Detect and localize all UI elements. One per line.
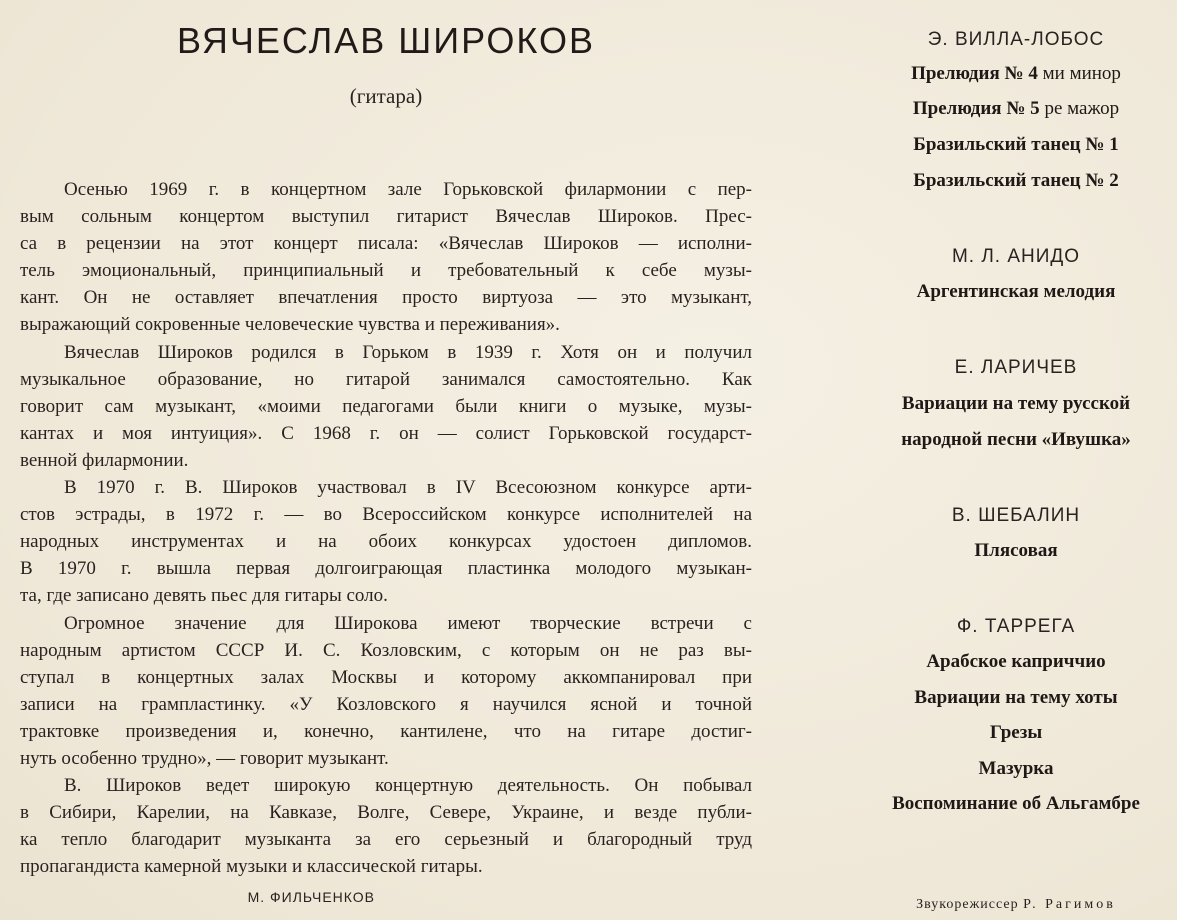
credit-role: Звукорежиссер [916, 897, 1019, 912]
composer-anido: М. Л. АНИДО [951, 246, 1081, 267]
text-line: в Сибири, Карелии, на Кавказе, Волге, Севере, Украине, и везде публи- [20, 802, 752, 824]
liner-notes-text [20, 176, 752, 880]
text-line: народным артистом СССР И. С. Козловским, с которым он не раз вы- [20, 639, 752, 661]
composer-tarrega: Ф. ТАРРЕГА [956, 616, 1076, 637]
text-line: ступал в концертных залах Москвы и которому аккомпанировал при [20, 666, 752, 688]
program-column [855, 0, 1177, 920]
work-prelude-4 [855, 63, 1177, 85]
work-recuerdos-alhambra: Воспоминание об Альгамбре [892, 793, 1140, 814]
text-line: тель эмоциональный, принципиальный и требовательный к себе музы- [20, 260, 752, 282]
work-arab-capriccio: Арабское каприччио [926, 651, 1106, 672]
text-line: кантах и моя интуиция». С 1968 г. он — солист Горьковской государст- [20, 422, 752, 444]
work-plyasovaya: Плясовая [974, 540, 1058, 561]
text-line: ка тепло благодарит музыканта за его серьезный и благородный труд [20, 829, 752, 851]
text-line: В 1970 г. В. Широков участвовал в IV Всесоюзном конкурсе арти- [64, 477, 752, 499]
text-line: говорит сам музыкант, «моими педагогами были книги о музыке, музы- [20, 395, 752, 417]
paragraph-2 [20, 339, 752, 474]
work-brazilian-dance-1: Бразильский танец № 1 [913, 134, 1119, 155]
work-variations-line-2: народной песни «Ивушка» [901, 429, 1131, 450]
text-line: В 1970 г. вышла первая долгоиграющая пластинка молодого музыкан- [20, 558, 752, 580]
composer-villa-lobos: Э. ВИЛЛА-ЛОБОС [927, 29, 1105, 50]
credit-name: Р. Рагимов [1023, 897, 1116, 912]
artist-name-heading: ВЯЧЕСЛАВ ШИРОКОВ [177, 20, 595, 61]
text-line: нуть особенно трудно», — говорит музыкант. [20, 747, 389, 769]
text-line: записи на грампластинку. «У Козловского я научился ясной и точной [20, 693, 752, 715]
work-prelude-5 [855, 98, 1177, 120]
work-mazurka: Мазурка [978, 758, 1054, 779]
text-line: трактовке произведения и, конечно, кантилене, что на гитаре достиг- [20, 720, 752, 742]
work-title: Прелюдия № 5 [912, 98, 1040, 119]
paragraph-4 [20, 610, 752, 773]
text-line: народных инструментах и на обоих конкурсах удостоен дипломов. [20, 531, 752, 553]
work-key: ре мажор [1039, 98, 1120, 119]
composer-shebalin: В. ШЕБАЛИН [951, 505, 1081, 526]
text-line: та, где записано девять пьес для гитары соло. [20, 585, 388, 607]
work-grezy: Грезы [989, 722, 1043, 743]
work-title: Прелюдия № 4 [911, 63, 1038, 84]
paragraph-1 [20, 176, 752, 339]
text-line: кант. Он не оставляет впечатления просто виртуоза — это музыкант, [20, 287, 752, 309]
text-line: стов эстрады, в 1972 г. — во Всероссийском конкурсе исполнителей на [20, 504, 752, 526]
paragraph-5 [20, 772, 752, 880]
text-line: музыкальное образование, но гитарой занимался самостоятельно. Как [20, 368, 752, 390]
paragraph-3 [20, 474, 752, 609]
work-brazilian-dance-2: Бразильский танец № 2 [913, 170, 1119, 191]
instrument-subtitle: (гитара) [349, 84, 423, 108]
text-line: Вячеслав Широков родился в Горьком в 1939 г. Хотя он и получил [64, 341, 752, 363]
text-line: са в рецензии на этот концерт писала: «Вячеслав Широков — исполни- [20, 233, 752, 255]
text-line: Огромное значение для Широкова имеют творческие встречи с [64, 612, 752, 634]
work-jota-variations: Вариации на тему хоты [914, 687, 1118, 708]
text-line: венной филармонии. [20, 449, 189, 471]
text-line: выражающий сокровенные человеческие чувства и переживания». [20, 314, 560, 336]
text-line: пропагандиста камерной музыки и классической гитары. [20, 856, 483, 878]
composer-larichev: Е. ЛАРИЧЕВ [954, 357, 1078, 378]
work-argentine-melody: Аргентинская мелодия [916, 281, 1116, 302]
work-variations-line-1: Вариации на тему русской [901, 393, 1131, 414]
text-line: Осенью 1969 г. в концертном зале Горьковской филармонии с пер- [64, 179, 752, 200]
sound-engineer-credit [855, 897, 1177, 913]
text-line: В. Широков ведет широкую концертную деятельность. Он побывал [64, 775, 752, 797]
work-key: ми минор [1037, 63, 1121, 84]
author-signature: М. ФИЛЬЧЕНКОВ [247, 889, 375, 905]
text-line: вым сольным концертом выступил гитарист Вячеслав Широков. Прес- [20, 206, 752, 228]
